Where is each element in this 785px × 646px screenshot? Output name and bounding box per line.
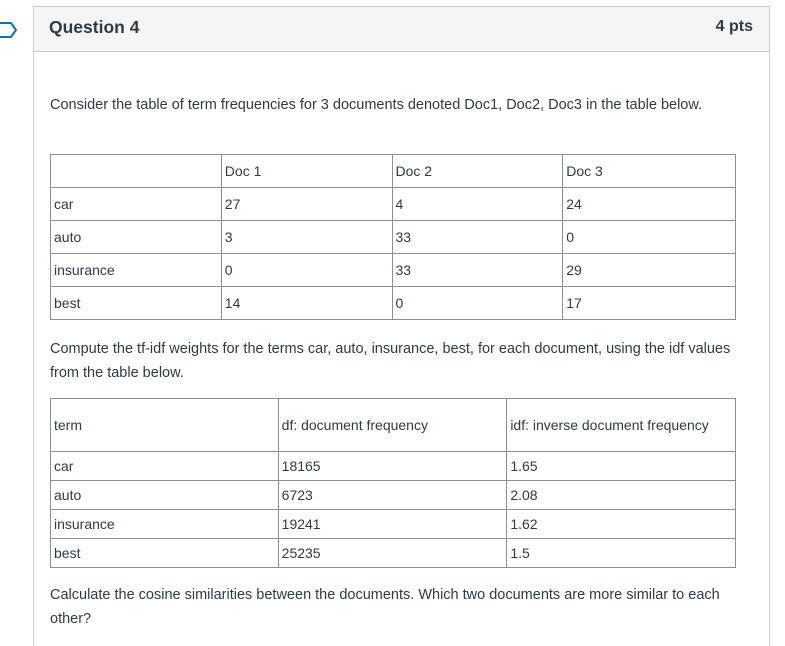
tf-table-cell: car (51, 188, 222, 221)
tf-table-cell: 33 (392, 221, 563, 254)
tf-table-header-row (51, 155, 736, 188)
tf-table-header-cell: Doc 1 (221, 155, 392, 188)
idf-table-cell: car (51, 452, 279, 481)
tf-table-row (51, 188, 736, 221)
tf-table-cell: 17 (563, 287, 736, 320)
idf-table-cell: best (51, 539, 279, 568)
question-header (34, 7, 769, 52)
term-frequency-table (50, 154, 736, 320)
tf-table-row (51, 254, 736, 287)
final-question-text: Calculate the cosine similarities between the documents. Which two documents are more similar to each other? (50, 587, 720, 627)
bookmark-flag-icon[interactable] (0, 21, 18, 39)
idf-table-cell: auto (51, 481, 279, 510)
idf-table-cell: 25235 (278, 539, 507, 568)
tf-table-cell: 0 (563, 221, 736, 254)
idf-table-header-cell: term (51, 399, 279, 452)
idf-table-cell: 1.5 (507, 539, 736, 568)
idf-table-header-cell: idf: inverse document frequency (507, 399, 736, 452)
idf-table-row (51, 452, 736, 481)
idf-table-cell: insurance (51, 510, 279, 539)
idf-table-row (51, 539, 736, 568)
tf-table-header-cell: Doc 3 (563, 155, 736, 188)
idf-table (50, 398, 736, 568)
compute-instructions-text: Compute the tf-idf weights for the terms car, auto, insurance, best, for each document, using the idf values from the table below. (50, 341, 731, 381)
idf-table-row (51, 481, 736, 510)
idf-table-header-row (51, 399, 736, 452)
tf-table-cell: 3 (221, 221, 392, 254)
idf-table-cell: 1.65 (507, 452, 736, 481)
idf-table-cell: 19241 (278, 510, 507, 539)
question-container (33, 6, 770, 646)
intro-text: Consider the table of term frequencies for 3 documents denoted Doc1, Doc2, Doc3 in the table below. (50, 97, 703, 113)
tf-table-cell: 27 (221, 188, 392, 221)
idf-table-header-cell: df: document frequency (278, 399, 507, 452)
tf-table-row (51, 221, 736, 254)
tf-table-cell: 14 (221, 287, 392, 320)
tf-table-header-cell (51, 155, 222, 188)
idf-table-cell: 6723 (278, 481, 507, 510)
idf-table-cell: 1.62 (507, 510, 736, 539)
tf-table-cell: best (51, 287, 222, 320)
tf-table-cell: auto (51, 221, 222, 254)
tf-table-cell: insurance (51, 254, 222, 287)
idf-table-cell: 18165 (278, 452, 507, 481)
tf-table-cell: 29 (563, 254, 736, 287)
tf-table-cell: 0 (221, 254, 392, 287)
idf-table-cell: 2.08 (507, 481, 736, 510)
question-title: Question 4 (49, 17, 140, 37)
tf-table-cell: 33 (392, 254, 563, 287)
tf-table-cell: 4 (392, 188, 563, 221)
tf-table-cell: 24 (563, 188, 736, 221)
tf-table-row (51, 287, 736, 320)
tf-table-cell: 0 (392, 287, 563, 320)
question-points: 4 pts (715, 18, 753, 35)
idf-table-row (51, 510, 736, 539)
tf-table-header-cell: Doc 2 (392, 155, 563, 188)
